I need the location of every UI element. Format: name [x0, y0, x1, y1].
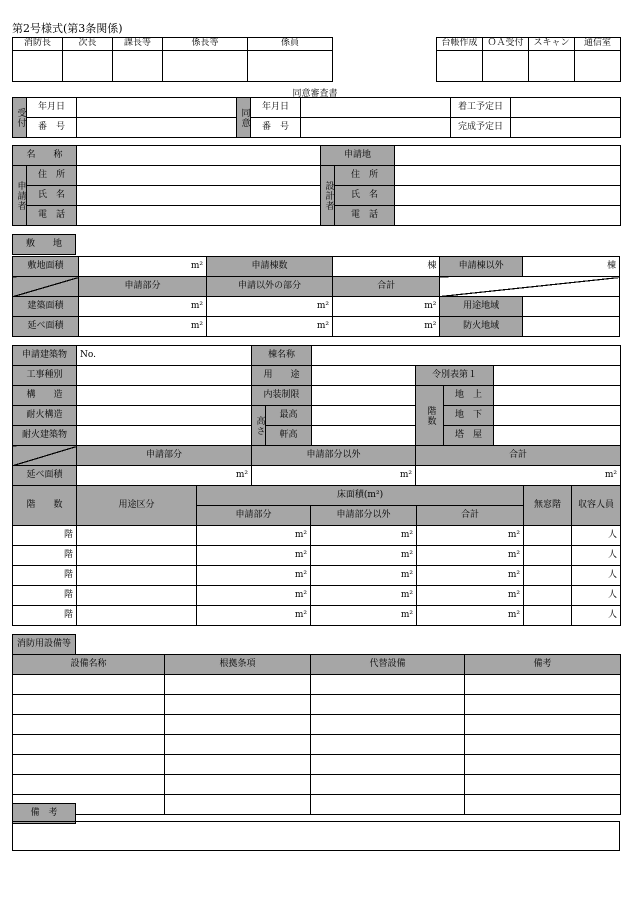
start-planned-label: 着工予定日 [451, 98, 511, 118]
diagonal-cell [13, 446, 77, 466]
approval-header: ＯＡ受付 [483, 38, 529, 51]
diagonal-cell [440, 277, 620, 297]
total-header: 合計 [416, 446, 621, 466]
floor-area-total-field[interactable] [416, 466, 621, 486]
person-unit: 人 [608, 529, 618, 540]
floor-field[interactable] [13, 586, 77, 606]
floor-area-label: 延べ面積 [13, 466, 77, 486]
stamp-box[interactable] [483, 51, 529, 82]
sqm-unit: m² [190, 320, 204, 331]
windowless-field[interactable] [524, 586, 572, 606]
other-area-field[interactable] [311, 546, 417, 566]
building-name-label: 棟名称 [252, 346, 312, 366]
table-row [13, 715, 621, 735]
below-ground-field[interactable] [494, 406, 621, 426]
interior-field[interactable] [312, 386, 416, 406]
capacity-field[interactable] [572, 586, 621, 606]
diagonal-cell [13, 277, 79, 297]
building-area-other-field[interactable] [207, 297, 333, 317]
stamp-box[interactable] [529, 51, 575, 82]
use-category-field[interactable] [77, 546, 197, 566]
stamp-box[interactable] [63, 51, 113, 82]
applicant-table [12, 145, 621, 226]
use-category-field[interactable] [77, 586, 197, 606]
building-unit: 棟 [606, 260, 616, 271]
stamp-box[interactable] [575, 51, 621, 82]
sqm-unit: m² [294, 529, 307, 540]
sqm-unit: m² [507, 589, 521, 600]
use-zone-label: 用途地域 [440, 297, 523, 317]
consent-number-label: 番 号 [251, 118, 301, 138]
use-category-field[interactable] [77, 566, 197, 586]
designer-address-field[interactable] [395, 166, 621, 186]
stamp-box[interactable] [437, 51, 483, 82]
equipment-cell[interactable] [465, 715, 621, 735]
equipment-cell[interactable] [465, 695, 621, 715]
appendix-label: 令別表第１ [416, 366, 494, 386]
equipment-cell[interactable] [465, 675, 621, 695]
applicant-name-label: 氏 名 [27, 186, 77, 206]
other-area-field[interactable] [311, 526, 417, 546]
equipment-section-label: 消防用設備等 [13, 635, 76, 655]
height-label: 高さ [252, 406, 266, 446]
floor-field[interactable] [13, 546, 77, 566]
applied-building-field[interactable] [77, 346, 252, 366]
equipment-cell[interactable] [165, 755, 311, 775]
applied-area-field[interactable] [197, 606, 311, 626]
receipt-date-label: 年月日 [27, 98, 77, 118]
table-row [13, 586, 621, 606]
other-area-field[interactable] [311, 586, 417, 606]
designer-phone-label: 電 話 [335, 206, 395, 226]
sqm-unit: m² [190, 300, 204, 311]
remarks-field[interactable] [13, 822, 620, 851]
person-unit: 人 [608, 609, 618, 620]
fire-zone-field[interactable] [522, 317, 619, 337]
reception-table [12, 97, 621, 138]
use-category-field[interactable] [77, 606, 197, 626]
form-title: 第2号様式(第3条関係) [12, 22, 123, 35]
equipment-cell[interactable] [13, 715, 165, 735]
applicant-phone-field[interactable] [77, 206, 321, 226]
sqm-unit: m² [400, 589, 413, 600]
applied-part-header: 申請部分 [79, 277, 207, 297]
equipment-cell[interactable] [311, 795, 465, 815]
building-area-total-field[interactable] [332, 297, 439, 317]
complete-planned-label: 完成予定日 [451, 118, 511, 138]
stamp-box[interactable] [163, 51, 248, 82]
table-row [13, 695, 621, 715]
use-category-header: 用途区分 [77, 486, 197, 526]
sqm-unit: m² [400, 569, 413, 580]
equipment-cell[interactable] [13, 775, 165, 795]
approval-header: 消防長 [13, 38, 63, 51]
site-area-label: 敷地面積 [13, 257, 79, 277]
consent-number-field[interactable] [301, 118, 451, 138]
equipment-notes-header: 備考 [465, 655, 621, 675]
consent-date-label: 年月日 [251, 98, 301, 118]
table-row [13, 675, 621, 695]
penthouse-label: 塔 屋 [444, 426, 494, 446]
appendix-field[interactable] [494, 366, 621, 386]
total-area-field[interactable] [417, 566, 524, 586]
building-unit: 棟 [427, 260, 437, 271]
approval-header: スキャン [529, 38, 575, 51]
equipment-cell[interactable] [465, 735, 621, 755]
sqm-unit: m² [316, 320, 329, 331]
applied-part-header: 申請部分 [77, 446, 252, 466]
fire-resist-structure-field[interactable] [77, 406, 252, 426]
other-buildings-label: 申請棟以外 [440, 257, 523, 277]
floors-table [12, 485, 621, 626]
equipment-cell[interactable] [165, 715, 311, 735]
sqm-unit: m² [316, 300, 329, 311]
complete-planned-field[interactable] [511, 118, 621, 138]
approval-header: 台帳作成 [437, 38, 483, 51]
equipment-cell[interactable] [13, 735, 165, 755]
floor-unit: 階 [63, 589, 73, 600]
equipment-cell[interactable] [13, 675, 165, 695]
floor-area-label: 延べ面積 [13, 317, 79, 337]
site-area-field[interactable] [79, 257, 207, 277]
floor-unit: 階 [63, 569, 73, 580]
floor-area-applied-field[interactable] [77, 466, 252, 486]
floor-unit: 階 [63, 549, 73, 560]
fire-resist-building-field[interactable] [77, 426, 252, 446]
building-count-field[interactable] [332, 257, 439, 277]
other-part-header: 申請以外の部分 [207, 277, 333, 297]
building-table [12, 345, 621, 486]
building-name-field[interactable] [312, 346, 621, 366]
sqm-unit: m² [294, 549, 307, 560]
floor-area-total-field[interactable] [332, 317, 439, 337]
total-area-field[interactable] [417, 546, 524, 566]
person-unit: 人 [608, 589, 618, 600]
windowless-header: 無窓階 [524, 486, 572, 526]
other-part-header: 申請部分以外 [311, 506, 417, 526]
equipment-cell[interactable] [311, 695, 465, 715]
start-planned-field[interactable] [511, 98, 621, 118]
sqm-unit: m² [424, 320, 437, 331]
floor-area-other-field[interactable] [207, 317, 333, 337]
fire-zone-label: 防火地域 [440, 317, 523, 337]
max-height-label: 最高 [266, 406, 312, 426]
stamp-box[interactable] [248, 51, 333, 82]
applied-area-field[interactable] [197, 566, 311, 586]
table-row [13, 735, 621, 755]
application-site-field[interactable] [395, 146, 621, 166]
floor-unit: 階 [63, 609, 73, 620]
sqm-unit: m² [235, 469, 248, 480]
capacity-field[interactable] [572, 566, 621, 586]
sqm-unit: m² [399, 469, 413, 480]
sqm-unit: m² [507, 609, 521, 620]
equipment-cell[interactable] [465, 775, 621, 795]
stamp-box[interactable] [13, 51, 63, 82]
document-title: 同意審査書 [292, 89, 338, 99]
building-area-label: 建築面積 [13, 297, 79, 317]
table-row [13, 755, 621, 775]
work-type-label: 工事種別 [13, 366, 77, 386]
interior-label: 内装制限 [252, 386, 312, 406]
work-type-field[interactable] [77, 366, 252, 386]
total-header: 合計 [417, 506, 524, 526]
receipt-number-label: 番 号 [27, 118, 77, 138]
capacity-field[interactable] [572, 546, 621, 566]
designer-phone-field[interactable] [395, 206, 621, 226]
no-label: No. [80, 349, 96, 360]
building-area-applied-field[interactable] [79, 297, 207, 317]
sqm-unit: m² [507, 569, 521, 580]
approval-header: 次長 [63, 38, 113, 51]
floor-unit: 階 [63, 529, 73, 540]
sqm-unit: m² [507, 549, 521, 560]
applied-building-label: 申請建築物 [13, 346, 77, 366]
applicant-phone-label: 電 話 [27, 206, 77, 226]
receipt-date-field[interactable] [77, 98, 237, 118]
floor-area-applied-field[interactable] [79, 317, 207, 337]
application-site-label: 申請地 [321, 146, 395, 166]
table-row [13, 566, 621, 586]
equipment-cell[interactable] [311, 675, 465, 695]
floor-field[interactable] [13, 606, 77, 626]
total-header: 合計 [332, 277, 439, 297]
sqm-unit: m² [507, 529, 521, 540]
equipment-cell[interactable] [165, 735, 311, 755]
equipment-name-header: 設備名称 [13, 655, 165, 675]
applied-area-field[interactable] [197, 586, 311, 606]
structure-field[interactable] [77, 386, 252, 406]
total-area-field[interactable] [417, 526, 524, 546]
floors-label: 階数 [416, 386, 444, 446]
windowless-field[interactable] [524, 526, 572, 546]
designer-name-field[interactable] [395, 186, 621, 206]
sqm-unit: m² [190, 260, 204, 271]
other-buildings-field[interactable] [522, 257, 619, 277]
sqm-unit: m² [294, 589, 307, 600]
windowless-field[interactable] [524, 606, 572, 626]
use-zone-field[interactable] [522, 297, 619, 317]
receipt-number-field[interactable] [77, 118, 237, 138]
other-part-header: 申請部分以外 [252, 446, 416, 466]
fire-resist-building-label: 耐火建築物 [13, 426, 77, 446]
eaves-height-label: 軒高 [266, 426, 312, 446]
floor-field[interactable] [13, 526, 77, 546]
applied-area-field[interactable] [197, 526, 311, 546]
stamp-box[interactable] [113, 51, 163, 82]
equipment-cell[interactable] [165, 795, 311, 815]
equipment-cell[interactable] [165, 775, 311, 795]
equipment-cell[interactable] [465, 795, 621, 815]
equipment-label-table [12, 634, 76, 655]
above-ground-field[interactable] [494, 386, 621, 406]
eaves-height-field[interactable] [312, 426, 416, 446]
equipment-cell[interactable] [165, 695, 311, 715]
capacity-header: 収容人員 [572, 486, 621, 526]
name-label: 名 称 [13, 146, 77, 166]
person-unit: 人 [608, 549, 618, 560]
penthouse-field[interactable] [494, 426, 621, 446]
approval-header: 係員 [248, 38, 333, 51]
approval-header: 通信室 [575, 38, 621, 51]
applicant-label: 申請者 [13, 166, 27, 226]
sqm-unit: m² [400, 529, 413, 540]
sqm-unit: m² [400, 549, 413, 560]
applicant-address-field[interactable] [77, 166, 321, 186]
use-label: 用 途 [252, 366, 312, 386]
total-area-field[interactable] [417, 586, 524, 606]
table-row [13, 775, 621, 795]
sqm-unit: m² [294, 609, 307, 620]
max-height-field[interactable] [312, 406, 416, 426]
table-row [13, 606, 621, 626]
remarks-table [12, 821, 620, 851]
designer-address-label: 住 所 [335, 166, 395, 186]
remarks-label: 備 考 [13, 804, 76, 824]
capacity-field[interactable] [572, 526, 621, 546]
sqm-unit: m² [424, 300, 437, 311]
approval-header: 係長等 [163, 38, 248, 51]
equipment-cell[interactable] [13, 755, 165, 775]
equipment-basis-header: 根拠条項 [165, 655, 311, 675]
site-table [12, 256, 620, 337]
approval-header: 課長等 [113, 38, 163, 51]
other-area-field[interactable] [311, 606, 417, 626]
equipment-cell[interactable] [311, 715, 465, 735]
applicant-address-label: 住 所 [27, 166, 77, 186]
total-area-field[interactable] [417, 606, 524, 626]
table-row [13, 795, 621, 815]
floor-field[interactable] [13, 566, 77, 586]
equipment-cell[interactable] [165, 675, 311, 695]
equipment-cell[interactable] [13, 695, 165, 715]
equipment-cell[interactable] [465, 755, 621, 775]
use-category-field[interactable] [77, 526, 197, 546]
applied-area-field[interactable] [197, 546, 311, 566]
applied-part-header: 申請部分 [197, 506, 311, 526]
sqm-unit: m² [400, 609, 413, 620]
approval-table-right [436, 37, 621, 82]
designer-name-label: 氏 名 [335, 186, 395, 206]
use-field[interactable] [312, 366, 416, 386]
fire-resist-structure-label: 耐火構造 [13, 406, 77, 426]
site-label-table [12, 234, 76, 255]
floor-count-header: 階 数 [13, 486, 77, 526]
floor-area-other-field[interactable] [252, 466, 416, 486]
applicant-name-field[interactable] [77, 186, 321, 206]
consent-date-field[interactable] [301, 98, 451, 118]
table-row [13, 526, 621, 546]
capacity-field[interactable] [572, 606, 621, 626]
consent-label: 同意 [237, 98, 251, 138]
other-area-field[interactable] [311, 566, 417, 586]
equipment-alternative-header: 代替設備 [311, 655, 465, 675]
approval-table-left [12, 37, 333, 82]
equipment-cell[interactable] [311, 755, 465, 775]
person-unit: 人 [608, 569, 618, 580]
equipment-table [12, 654, 621, 815]
structure-label: 構 造 [13, 386, 77, 406]
sqm-unit: m² [604, 469, 618, 480]
above-ground-label: 地 上 [444, 386, 494, 406]
building-count-label: 申請棟数 [207, 257, 333, 277]
equipment-cell[interactable] [311, 775, 465, 795]
site-label: 敷 地 [13, 235, 76, 255]
floor-area-header: 床面積(m²) [197, 486, 524, 506]
designer-label: 設計者 [321, 166, 335, 226]
receipt-label: 受付 [13, 98, 27, 138]
below-ground-label: 地 下 [444, 406, 494, 426]
windowless-field[interactable] [524, 546, 572, 566]
sqm-unit: m² [294, 569, 307, 580]
name-field[interactable] [77, 146, 321, 166]
windowless-field[interactable] [524, 566, 572, 586]
table-row [13, 546, 621, 566]
equipment-cell[interactable] [311, 735, 465, 755]
